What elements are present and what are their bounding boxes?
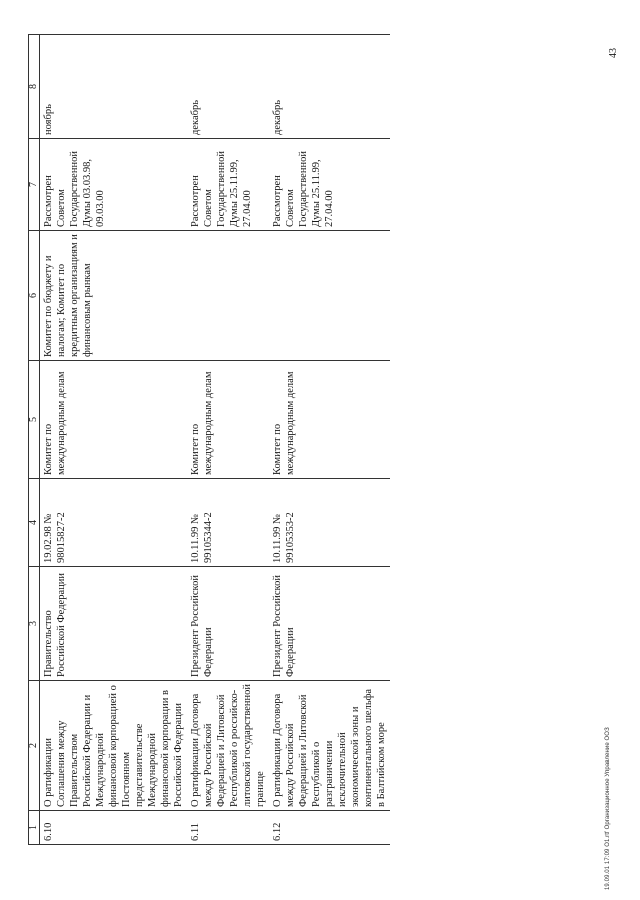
bill-title: О ратификации Договора между Российской Федерацией и Литовской Республикой о российско-литовской государственной границе bbox=[187, 681, 269, 811]
col-header-7: 7 bbox=[29, 139, 40, 231]
responsible-committee: Комитет по международным делам bbox=[187, 361, 269, 479]
initiator: Президент Российской Федерации bbox=[269, 567, 390, 681]
table-row bbox=[40, 35, 188, 845]
month: декабрь bbox=[187, 35, 269, 139]
co-committee: Комитет по бюджету и налогам; Комитет по кредитным организациям и финансовым рынкам bbox=[40, 231, 188, 361]
col-header-1: 1 bbox=[29, 811, 40, 845]
col-header-3: 3 bbox=[29, 567, 40, 681]
registration: 10.11.99 № 99105344-2 bbox=[187, 479, 269, 567]
col-header-2: 2 bbox=[29, 681, 40, 811]
table-row bbox=[187, 35, 269, 845]
co-committee bbox=[269, 231, 390, 361]
month: декабрь bbox=[269, 35, 390, 139]
col-header-8: 8 bbox=[29, 35, 40, 139]
col-header-6: 6 bbox=[29, 231, 40, 361]
registration: 19.02.98 № 98015827-2 bbox=[40, 479, 188, 567]
co-committee bbox=[187, 231, 269, 361]
page-number: 43 bbox=[608, 48, 619, 58]
row-number: 6.11 bbox=[187, 811, 269, 845]
registration: 10.11.99 № 99105353-2 bbox=[269, 479, 390, 567]
row-number: 6.10 bbox=[40, 811, 188, 845]
row-number: 6.12 bbox=[269, 811, 390, 845]
month: ноябрь bbox=[40, 35, 188, 139]
status: Рассмотрен Советом Государственной Думы 25.11.99, 27.04.00 bbox=[269, 139, 390, 231]
status: Рассмотрен Советом Государственной Думы 03.03.98, 09.03.00 bbox=[40, 139, 188, 231]
table-row bbox=[269, 35, 390, 845]
bill-register-table bbox=[28, 34, 390, 845]
initiator: Правительство Российской Федерации bbox=[40, 567, 188, 681]
col-header-5: 5 bbox=[29, 361, 40, 479]
responsible-committee: Комитет по международным делам bbox=[40, 361, 188, 479]
initiator: Президент Российской Федерации bbox=[187, 567, 269, 681]
header-row bbox=[29, 35, 40, 845]
bill-title: О ратификации Соглашения между Правительством Российской Федерации и Международной финансовой корпорацией о Постоянном представительстве Международной финансовой корпорации в Российской Федерации bbox=[40, 681, 188, 811]
footer-text: 19.09.01 17:09 O1.rtf Организационное Управление ООЗ bbox=[605, 727, 611, 890]
status: Рассмотрен Советом Государственной Думы 25.11.99, 27.04.00 bbox=[187, 139, 269, 231]
col-header-4: 4 bbox=[29, 479, 40, 567]
responsible-committee: Комитет по международным делам bbox=[269, 361, 390, 479]
bill-title: О ратификации Договора между Российской Федерацией и Литовской Республикой о разграничении исключительной экономической зоны и континентального шельфа в Балтийском море bbox=[269, 681, 390, 811]
